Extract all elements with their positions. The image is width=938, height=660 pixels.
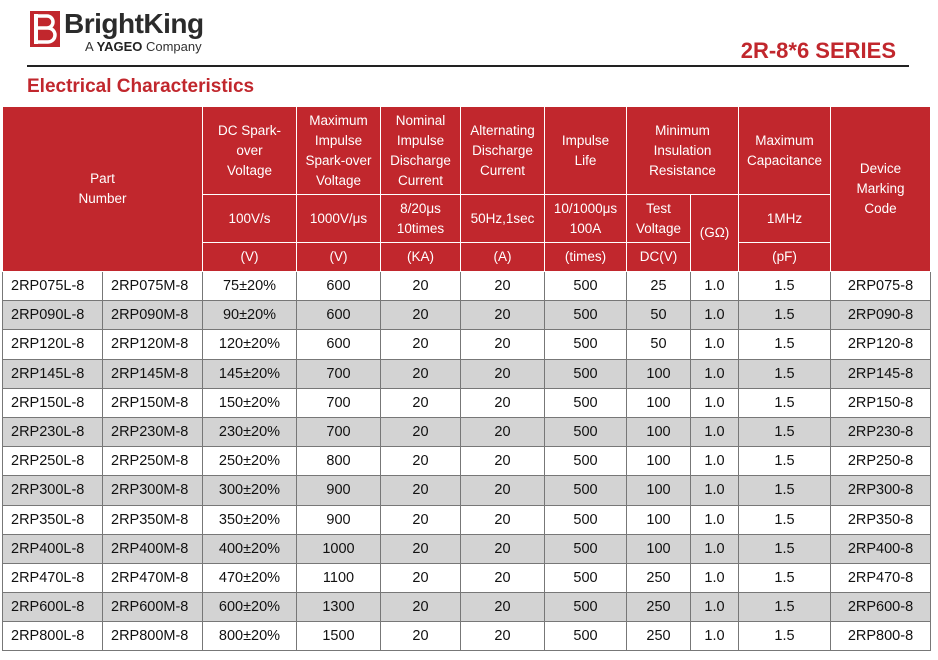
capacitance-cell: 1.5 <box>739 622 831 651</box>
nominal-discharge-cell: 20 <box>381 563 461 592</box>
part-number-m: 2RP230M-8 <box>103 417 203 446</box>
table-row <box>3 505 931 534</box>
tagline-brand: YAGEO <box>96 39 143 54</box>
dc-spark-cell: 300±20% <box>203 476 297 505</box>
table-row <box>3 417 931 446</box>
capacitance-cell: 1.5 <box>739 388 831 417</box>
part-number-m: 2RP150M-8 <box>103 388 203 417</box>
cond-test-voltage: Test Voltage <box>627 195 691 243</box>
nominal-discharge-cell: 20 <box>381 330 461 359</box>
cond-max-impulse: 1000V/μs <box>297 195 381 243</box>
part-number-l: 2RP075L-8 <box>3 272 103 301</box>
max-impulse-cell: 1100 <box>297 563 381 592</box>
cond-dc-spark: 100V/s <box>203 195 297 243</box>
dc-spark-cell: 800±20% <box>203 622 297 651</box>
max-impulse-cell: 800 <box>297 447 381 476</box>
part-number-l: 2RP150L-8 <box>3 388 103 417</box>
header-dc-spark: DC Spark-over Voltage <box>203 107 297 195</box>
insulation-cell: 1.0 <box>691 388 739 417</box>
alt-discharge-cell: 20 <box>461 359 545 388</box>
impulse-life-cell: 500 <box>545 447 627 476</box>
impulse-life-cell: 500 <box>545 593 627 622</box>
header-alt-discharge: Alternating Discharge Current <box>461 107 545 195</box>
alt-discharge-cell: 20 <box>461 505 545 534</box>
part-number-l: 2RP800L-8 <box>3 622 103 651</box>
max-impulse-cell: 1300 <box>297 593 381 622</box>
marking-code-cell: 2RP150-8 <box>831 388 931 417</box>
cond-alt-discharge: 50Hz,1sec <box>461 195 545 243</box>
header-min-insulation: Minimum Insulation Resistance <box>627 107 739 195</box>
test-voltage-cell: 100 <box>627 447 691 476</box>
part-number-l: 2RP400L-8 <box>3 534 103 563</box>
table-row <box>3 330 931 359</box>
insulation-cell: 1.0 <box>691 534 739 563</box>
impulse-life-cell: 500 <box>545 388 627 417</box>
part-number-l: 2RP350L-8 <box>3 505 103 534</box>
page-header <box>0 0 938 70</box>
insulation-cell: 1.0 <box>691 330 739 359</box>
table-row <box>3 534 931 563</box>
nominal-discharge-cell: 20 <box>381 534 461 563</box>
alt-discharge-cell: 20 <box>461 476 545 505</box>
section-title: Electrical Characteristics <box>27 76 255 97</box>
header-divider <box>27 65 909 67</box>
part-number-l: 2RP090L-8 <box>3 301 103 330</box>
dc-spark-cell: 400±20% <box>203 534 297 563</box>
cond-max-capacitance: 1MHz <box>739 195 831 243</box>
nominal-discharge-cell: 20 <box>381 505 461 534</box>
capacitance-cell: 1.5 <box>739 447 831 476</box>
alt-discharge-cell: 20 <box>461 301 545 330</box>
alt-discharge-cell: 20 <box>461 272 545 301</box>
table-row <box>3 622 931 651</box>
max-impulse-cell: 600 <box>297 272 381 301</box>
test-voltage-cell: 50 <box>627 330 691 359</box>
part-number-l: 2RP250L-8 <box>3 447 103 476</box>
cond-impulse-life: 10/1000μs 100A <box>545 195 627 243</box>
test-voltage-cell: 250 <box>627 563 691 592</box>
dc-spark-cell: 145±20% <box>203 359 297 388</box>
marking-code-cell: 2RP400-8 <box>831 534 931 563</box>
max-impulse-cell: 600 <box>297 330 381 359</box>
nominal-discharge-cell: 20 <box>381 272 461 301</box>
impulse-life-cell: 500 <box>545 505 627 534</box>
series-title: 2R-8*6 SERIES <box>740 38 896 63</box>
nominal-discharge-cell: 20 <box>381 622 461 651</box>
capacitance-cell: 1.5 <box>739 534 831 563</box>
capacitance-cell: 1.5 <box>739 272 831 301</box>
header-max-impulse: Maximum Impulse Spark-over Voltage <box>297 107 381 195</box>
part-number-l: 2RP600L-8 <box>3 593 103 622</box>
tagline-suffix: Company <box>145 39 202 54</box>
header-nominal-discharge: Nominal Impulse Discharge Current <box>381 107 461 195</box>
insulation-cell: 1.0 <box>691 301 739 330</box>
table-row <box>3 301 931 330</box>
max-impulse-cell: 900 <box>297 505 381 534</box>
capacitance-cell: 1.5 <box>739 593 831 622</box>
alt-discharge-cell: 20 <box>461 534 545 563</box>
impulse-life-cell: 500 <box>545 359 627 388</box>
capacitance-cell: 1.5 <box>739 563 831 592</box>
alt-discharge-cell: 20 <box>461 417 545 446</box>
capacitance-cell: 1.5 <box>739 505 831 534</box>
table-row <box>3 388 931 417</box>
insulation-cell: 1.0 <box>691 447 739 476</box>
impulse-life-cell: 500 <box>545 622 627 651</box>
part-number-l: 2RP120L-8 <box>3 330 103 359</box>
part-number-m: 2RP120M-8 <box>103 330 203 359</box>
brand-name: BrightKing <box>64 8 204 39</box>
table-row <box>3 563 931 592</box>
max-impulse-cell: 700 <box>297 388 381 417</box>
nominal-discharge-cell: 20 <box>381 359 461 388</box>
nominal-discharge-cell: 20 <box>381 476 461 505</box>
brightking-logo-icon <box>30 11 60 47</box>
part-number-l: 2RP230L-8 <box>3 417 103 446</box>
marking-code-cell: 2RP470-8 <box>831 563 931 592</box>
capacitance-cell: 1.5 <box>739 301 831 330</box>
dc-spark-cell: 350±20% <box>203 505 297 534</box>
test-voltage-cell: 250 <box>627 593 691 622</box>
nominal-discharge-cell: 20 <box>381 593 461 622</box>
max-impulse-cell: 700 <box>297 417 381 446</box>
table-row <box>3 447 931 476</box>
dc-spark-cell: 75±20% <box>203 272 297 301</box>
dc-spark-cell: 470±20% <box>203 563 297 592</box>
marking-code-cell: 2RP350-8 <box>831 505 931 534</box>
test-voltage-cell: 100 <box>627 388 691 417</box>
electrical-characteristics-table <box>2 106 931 651</box>
alt-discharge-cell: 20 <box>461 563 545 592</box>
header-marking: Device Marking Code <box>831 107 931 272</box>
max-impulse-cell: 700 <box>297 359 381 388</box>
brand-logo <box>30 9 220 59</box>
header-impulse-life: Impulse Life <box>545 107 627 195</box>
unit-test-voltage: DC(V) <box>627 243 691 272</box>
brand-tagline <box>85 39 202 55</box>
max-impulse-cell: 600 <box>297 301 381 330</box>
marking-code-cell: 2RP230-8 <box>831 417 931 446</box>
part-number-m: 2RP145M-8 <box>103 359 203 388</box>
header-max-capacitance: Maximum Capacitance <box>739 107 831 195</box>
nominal-discharge-cell: 20 <box>381 447 461 476</box>
capacitance-cell: 1.5 <box>739 476 831 505</box>
max-impulse-cell: 900 <box>297 476 381 505</box>
insulation-cell: 1.0 <box>691 593 739 622</box>
test-voltage-cell: 50 <box>627 301 691 330</box>
test-voltage-cell: 100 <box>627 534 691 563</box>
unit-max-capacitance: (pF) <box>739 243 831 272</box>
test-voltage-cell: 100 <box>627 476 691 505</box>
table-row <box>3 359 931 388</box>
test-voltage-cell: 100 <box>627 359 691 388</box>
part-number-m: 2RP090M-8 <box>103 301 203 330</box>
insulation-cell: 1.0 <box>691 476 739 505</box>
dc-spark-cell: 90±20% <box>203 301 297 330</box>
alt-discharge-cell: 20 <box>461 388 545 417</box>
nominal-discharge-cell: 20 <box>381 388 461 417</box>
dc-spark-cell: 230±20% <box>203 417 297 446</box>
table-row <box>3 272 931 301</box>
marking-code-cell: 2RP120-8 <box>831 330 931 359</box>
part-number-m: 2RP300M-8 <box>103 476 203 505</box>
test-voltage-cell: 100 <box>627 417 691 446</box>
unit-dc-spark: (V) <box>203 243 297 272</box>
part-number-l: 2RP145L-8 <box>3 359 103 388</box>
unit-nominal-discharge: (KA) <box>381 243 461 272</box>
insulation-cell: 1.0 <box>691 417 739 446</box>
test-voltage-cell: 100 <box>627 505 691 534</box>
dc-spark-cell: 600±20% <box>203 593 297 622</box>
marking-code-cell: 2RP075-8 <box>831 272 931 301</box>
insulation-cell: 1.0 <box>691 359 739 388</box>
marking-code-cell: 2RP800-8 <box>831 622 931 651</box>
dc-spark-cell: 150±20% <box>203 388 297 417</box>
part-number-m: 2RP075M-8 <box>103 272 203 301</box>
part-number-l: 2RP300L-8 <box>3 476 103 505</box>
unit-max-impulse: (V) <box>297 243 381 272</box>
test-voltage-cell: 250 <box>627 622 691 651</box>
part-number-m: 2RP470M-8 <box>103 563 203 592</box>
impulse-life-cell: 500 <box>545 272 627 301</box>
capacitance-cell: 1.5 <box>739 417 831 446</box>
part-number-m: 2RP600M-8 <box>103 593 203 622</box>
part-number-m: 2RP400M-8 <box>103 534 203 563</box>
alt-discharge-cell: 20 <box>461 593 545 622</box>
cond-insulation-unit: (GΩ) <box>691 195 739 272</box>
impulse-life-cell: 500 <box>545 301 627 330</box>
marking-code-cell: 2RP600-8 <box>831 593 931 622</box>
nominal-discharge-cell: 20 <box>381 417 461 446</box>
part-number-m: 2RP350M-8 <box>103 505 203 534</box>
part-number-l: 2RP470L-8 <box>3 563 103 592</box>
tagline-prefix: A <box>85 39 93 54</box>
impulse-life-cell: 500 <box>545 563 627 592</box>
part-number-m: 2RP250M-8 <box>103 447 203 476</box>
capacitance-cell: 1.5 <box>739 330 831 359</box>
alt-discharge-cell: 20 <box>461 330 545 359</box>
table-row <box>3 593 931 622</box>
header-part-number: Part Number <box>3 107 203 272</box>
insulation-cell: 1.0 <box>691 622 739 651</box>
test-voltage-cell: 25 <box>627 272 691 301</box>
alt-discharge-cell: 20 <box>461 447 545 476</box>
table-body <box>3 272 931 651</box>
marking-code-cell: 2RP250-8 <box>831 447 931 476</box>
max-impulse-cell: 1500 <box>297 622 381 651</box>
capacitance-cell: 1.5 <box>739 359 831 388</box>
impulse-life-cell: 500 <box>545 476 627 505</box>
nominal-discharge-cell: 20 <box>381 301 461 330</box>
part-number-m: 2RP800M-8 <box>103 622 203 651</box>
impulse-life-cell: 500 <box>545 534 627 563</box>
table-row <box>3 476 931 505</box>
dc-spark-cell: 120±20% <box>203 330 297 359</box>
max-impulse-cell: 1000 <box>297 534 381 563</box>
marking-code-cell: 2RP145-8 <box>831 359 931 388</box>
marking-code-cell: 2RP090-8 <box>831 301 931 330</box>
alt-discharge-cell: 20 <box>461 622 545 651</box>
cond-nominal-discharge: 8/20μs 10times <box>381 195 461 243</box>
insulation-cell: 1.0 <box>691 563 739 592</box>
dc-spark-cell: 250±20% <box>203 447 297 476</box>
impulse-life-cell: 500 <box>545 330 627 359</box>
unit-impulse-life: (times) <box>545 243 627 272</box>
unit-alt-discharge: (A) <box>461 243 545 272</box>
insulation-cell: 1.0 <box>691 505 739 534</box>
insulation-cell: 1.0 <box>691 272 739 301</box>
impulse-life-cell: 500 <box>545 417 627 446</box>
marking-code-cell: 2RP300-8 <box>831 476 931 505</box>
